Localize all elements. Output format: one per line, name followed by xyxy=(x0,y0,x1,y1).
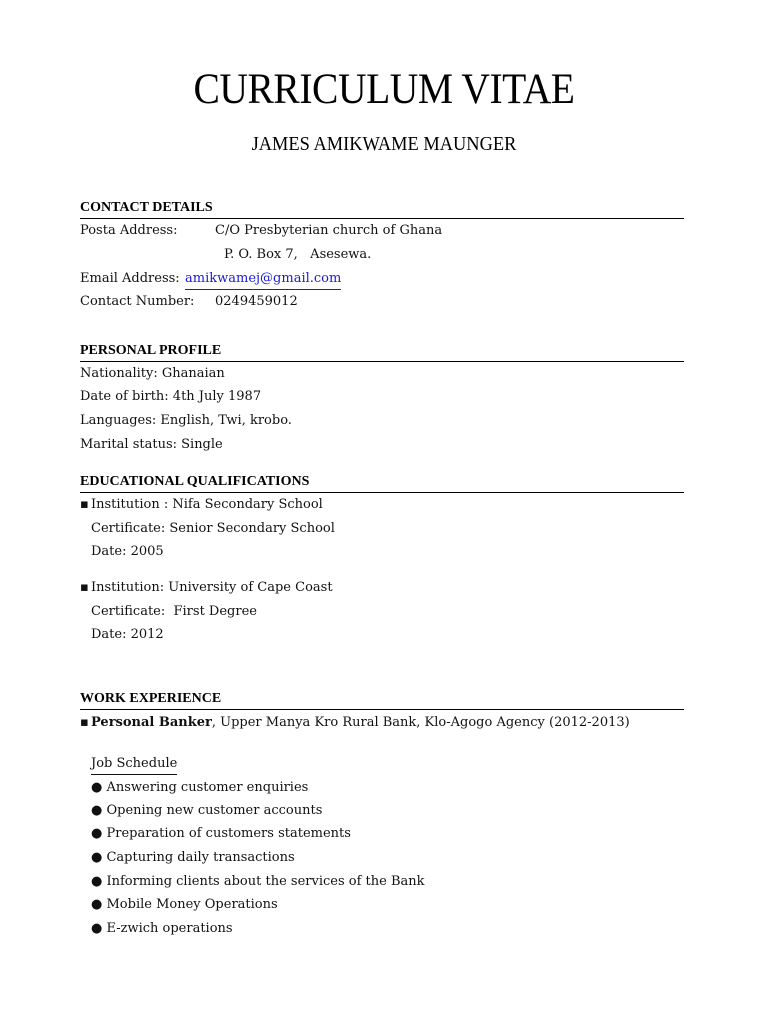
document-title: CURRICULUM VITAE xyxy=(193,66,575,113)
bullet-icon: ● xyxy=(91,780,107,795)
duty-item: ● Informing clients about the services of the Bank xyxy=(91,874,425,889)
bullet-icon: ● xyxy=(91,897,107,912)
marital-status: Marital status: Single xyxy=(80,437,223,452)
languages: Languages: English, Twi, krobo. xyxy=(80,413,292,428)
education-date: Date: 2005 xyxy=(91,544,164,559)
email-label: Email Address: xyxy=(80,271,180,286)
bullet-icon: ● xyxy=(91,921,107,936)
bullet-icon: ● xyxy=(91,850,107,865)
work-heading: WORK EXPERIENCE xyxy=(80,689,684,710)
education-certificate: Certificate: First Degree xyxy=(91,604,257,619)
education-institution: Institution : Nifa Secondary School xyxy=(91,497,323,512)
bullet-icon: ● xyxy=(91,803,107,818)
duty-item: ● Answering customer enquiries xyxy=(91,780,309,795)
phone-label: Contact Number: xyxy=(80,294,195,309)
bullet-icon: ● xyxy=(91,874,107,889)
nationality: Nationality: Ghanaian xyxy=(80,366,225,381)
bullet-icon: ● xyxy=(91,826,107,841)
duty-item: ● Mobile Money Operations xyxy=(91,897,278,912)
duty-item: ● Preparation of customers statements xyxy=(91,826,351,841)
job-schedule-label: Job Schedule xyxy=(91,754,177,775)
education-heading: EDUCATIONAL QUALIFICATIONS xyxy=(80,472,684,493)
work-entry xyxy=(91,713,630,733)
duty-item: ● Capturing daily transactions xyxy=(91,850,295,865)
postal-label: Posta Address: xyxy=(80,223,178,238)
date-of-birth: Date of birth: 4th July 1987 xyxy=(80,389,262,404)
duty-item: ● E-zwich operations xyxy=(91,921,233,936)
education-institution: Institution: University of Cape Coast xyxy=(91,580,333,595)
candidate-name: JAMES AMIKWAME MAUNGER xyxy=(251,133,517,155)
square-bullet-icon: ▪ xyxy=(80,580,89,595)
square-bullet-icon: ▪ xyxy=(80,715,89,730)
education-certificate: Certificate: Senior Secondary School xyxy=(91,521,335,536)
email-link[interactable]: amikwamej@gmail.com xyxy=(185,269,341,290)
postal-line-2: P. O. Box 7, Asesewa. xyxy=(224,247,372,262)
square-bullet-icon: ▪ xyxy=(80,497,89,512)
profile-heading: PERSONAL PROFILE xyxy=(80,341,684,362)
postal-line-1: C/O Presbyterian church of Ghana xyxy=(215,223,443,238)
education-date: Date: 2012 xyxy=(91,627,164,642)
job-employer: , Upper Manya Kro Rural Bank, Klo-Agogo Agency (2012-2013) xyxy=(211,715,630,730)
job-role: Personal Banker xyxy=(91,715,212,730)
duty-item: ● Opening new customer accounts xyxy=(91,803,323,818)
phone-number: 0249459012 xyxy=(215,294,298,309)
contact-heading: CONTACT DETAILS xyxy=(80,198,684,219)
